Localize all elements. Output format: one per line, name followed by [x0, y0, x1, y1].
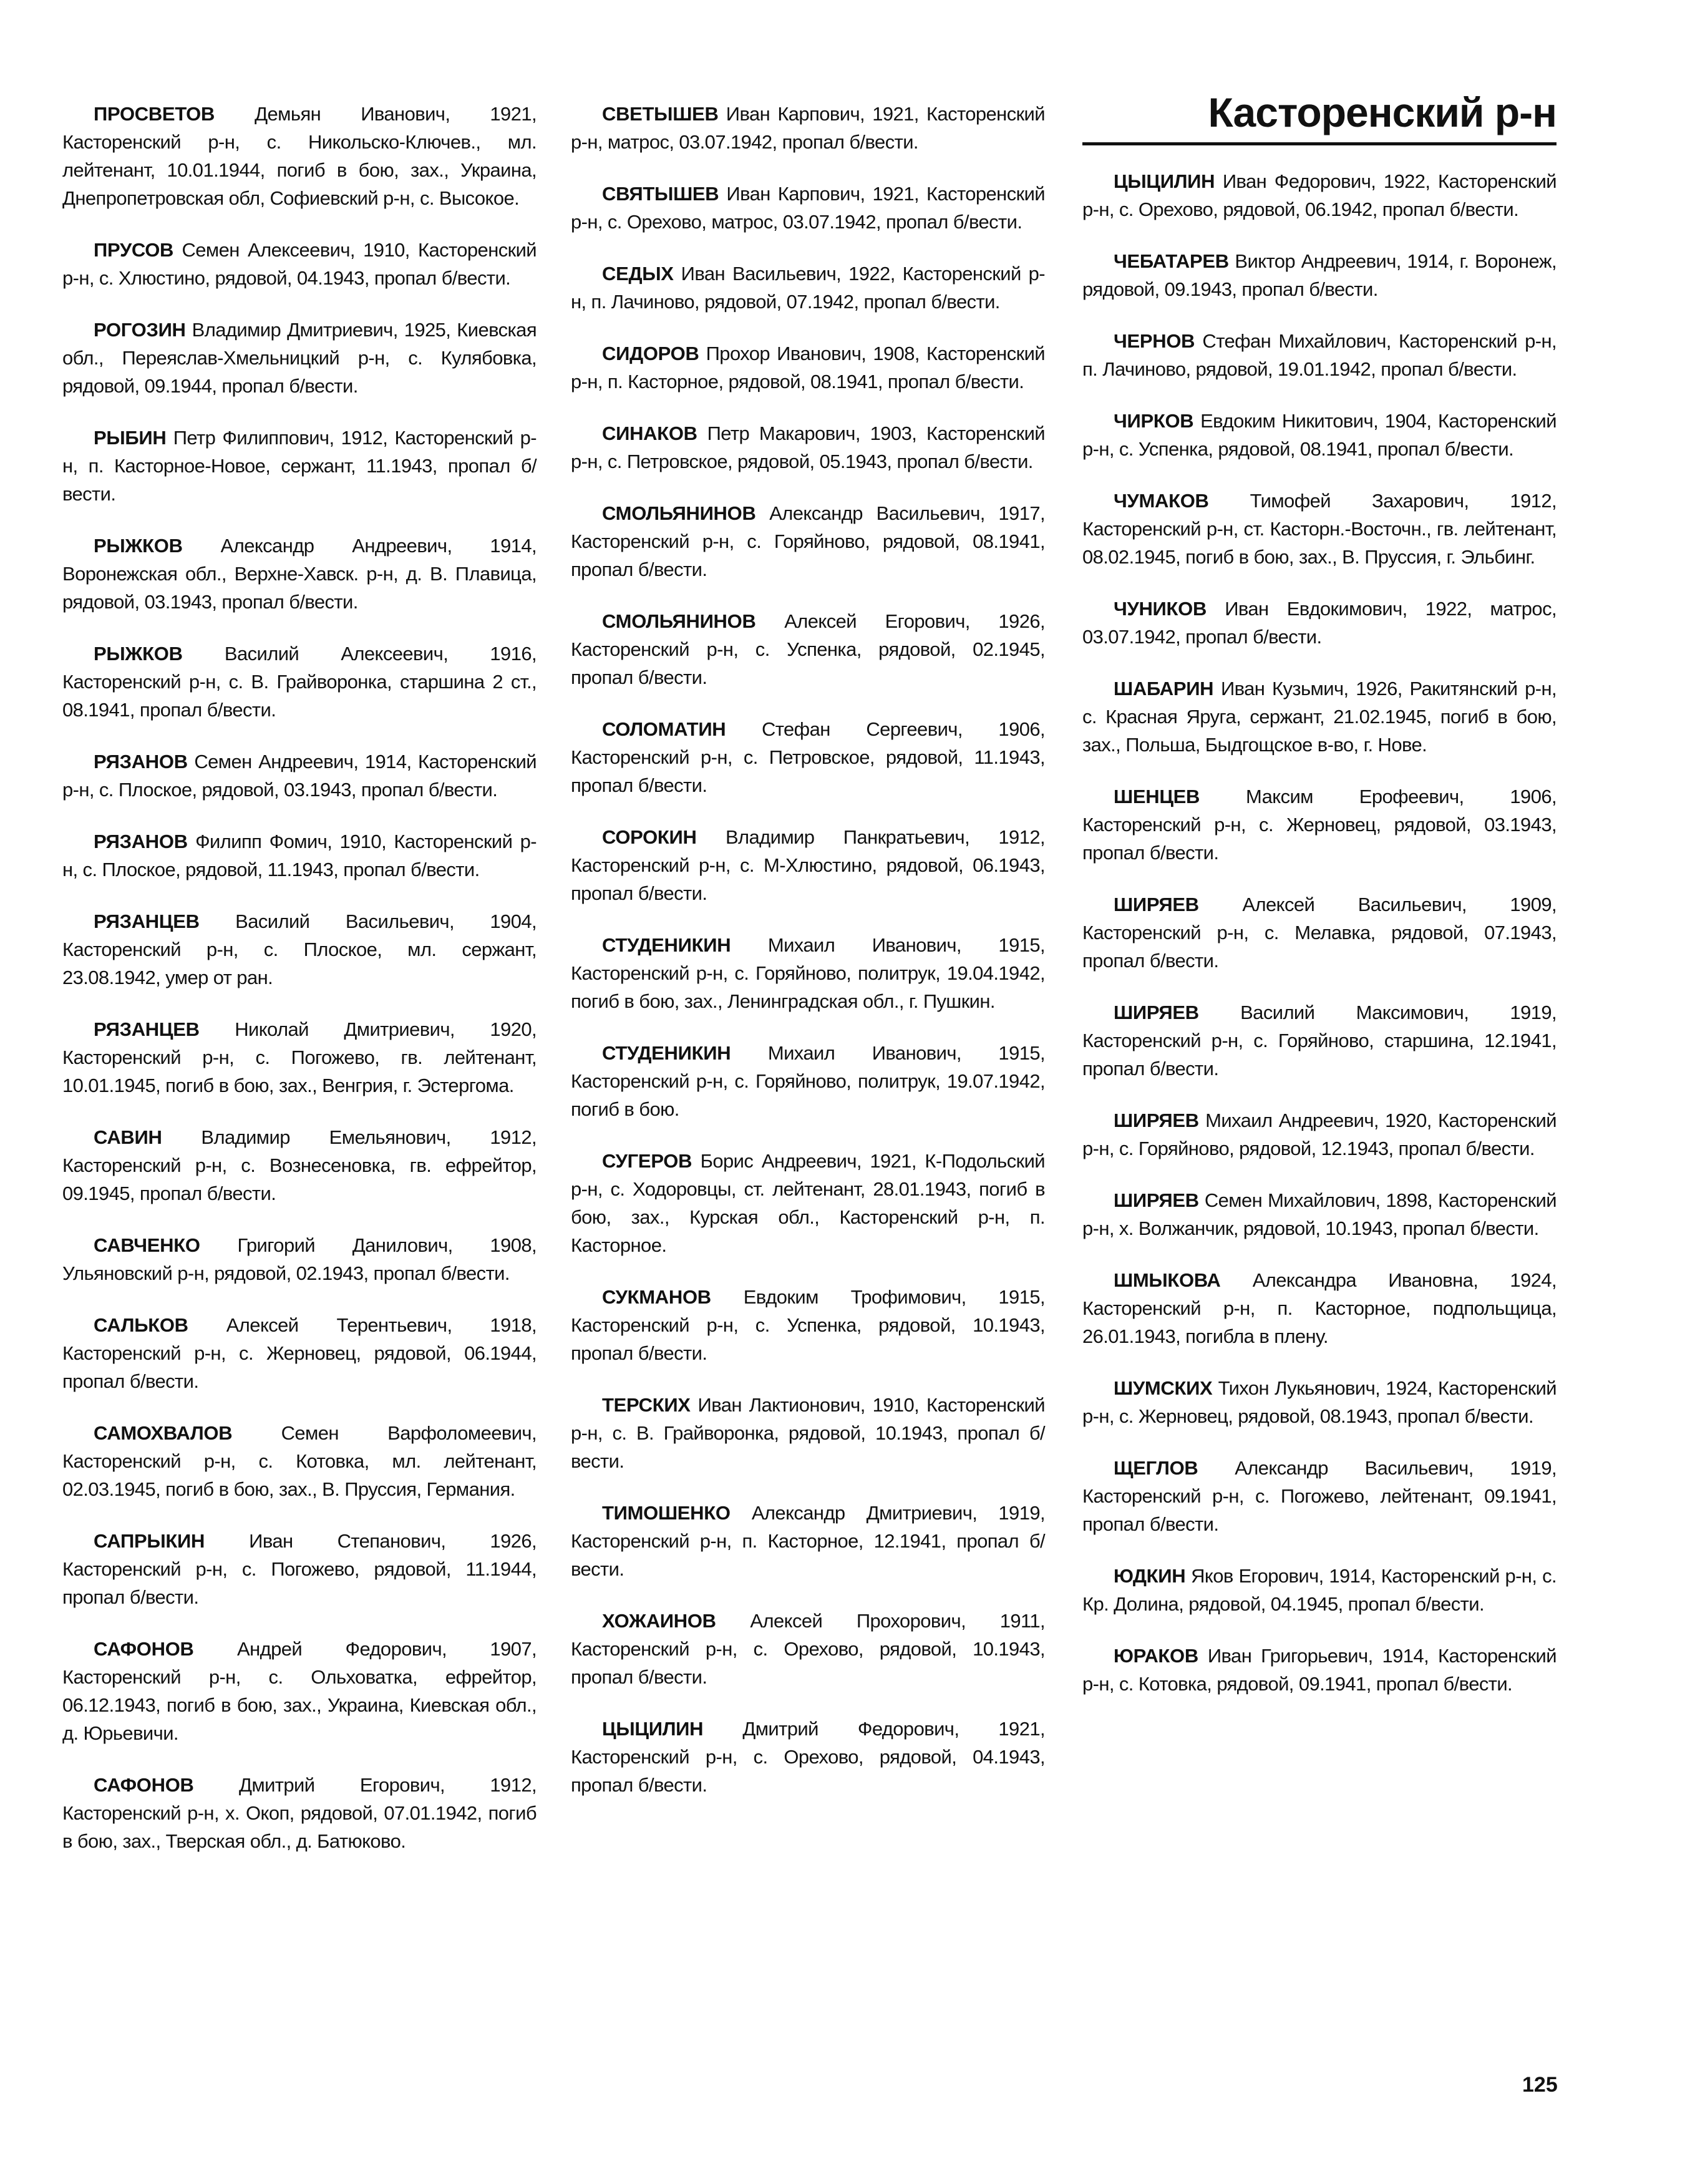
entry-surname: САЛЬКОВ	[94, 1314, 188, 1336]
list-item	[62, 748, 537, 804]
column-3	[1082, 167, 1556, 1722]
entry-details: Александр Андреевич, 1914, Воронежская обл., Верхне-Хавск. р-н, д. В. Плавица, рядовой, 03.1943, пропал б/вести.	[62, 535, 537, 613]
entry-details: Александра Ивановна, 1924, Касторенский р-н, п. Касторное, подпольщица, 26.01.1943, погибла в плену.	[1082, 1269, 1557, 1347]
entry-surname: ШМЫКОВА	[1114, 1269, 1221, 1291]
list-item	[1082, 407, 1556, 463]
list-item	[62, 1231, 537, 1287]
entry-surname: РОГОЗИН	[94, 319, 186, 341]
list-item	[1082, 1266, 1556, 1350]
list-item	[1082, 1186, 1556, 1242]
entry-surname: САПРЫКИН	[94, 1530, 205, 1552]
entry-details: Иван Федорович, 1922, Касторенский р-н, с. Орехово, рядовой, 06.1942, пропал б/вести.	[1082, 170, 1557, 220]
list-item	[571, 715, 1045, 799]
entry-details: Алексей Терентьевич, 1918, Касторенский р-н, с. Жерновец, рядовой, 06.1944, пропал б/вести.	[62, 1314, 537, 1392]
entry-details: Иван Григорьевич, 1914, Касторенский р-н, с. Котовка, рядовой, 09.1941, пропал б/вести.	[1082, 1645, 1556, 1695]
entry-surname: ШАБАРИН	[1114, 678, 1214, 700]
list-item	[62, 1123, 537, 1207]
entry-details: Александр Васильевич, 1919, Касторенский р-н, с. Погожево, лейтенант, 09.1941, пропал б/вести.	[1082, 1457, 1556, 1535]
entry-details: Евдоким Трофимович, 1915, Касторенский р-н, с. Успенка, рядовой, 10.1943, пропал б/вести.	[571, 1286, 1045, 1364]
entry-surname: САВЧЕНКО	[94, 1234, 200, 1256]
entry-details: Петр Филиппович, 1912, Касторенский р-н, п. Касторное-Новое, сержант, 11.1943, пропал б/вести.	[62, 427, 537, 505]
entry-details: Семен Михайлович, 1898, Касторенский р-н, х. Волжанчик, рядовой, 10.1943, пропал б/вести.	[1082, 1189, 1556, 1239]
entry-details: Василий Алексеевич, 1916, Касторенский р-н, с. В. Грайворонка, старшина 2 ст., 08.1941, пропал б/вести.	[62, 643, 537, 721]
list-item	[62, 827, 537, 884]
entry-surname: ШИРЯЕВ	[1114, 1189, 1199, 1211]
entry-details: Михаил Иванович, 1915, Касторенский р-н, с. Горяйново, политрук, 19.04.1942, погиб в бою, зах., Ленинградская обл., г. Пушкин.	[571, 934, 1046, 1012]
entry-surname: СМОЛЬЯНИНОВ	[602, 502, 756, 524]
entry-details: Иван Степанович, 1926, Касторенский р-н, с. Погожево, рядовой, 11.1944, пропал б/вести.	[62, 1530, 537, 1608]
list-item	[1082, 1374, 1556, 1430]
entry-surname: РЯЗАНЦЕВ	[94, 1018, 200, 1040]
list-item	[62, 424, 537, 508]
entry-surname: ШЕНЦЕВ	[1114, 786, 1200, 807]
column-1	[62, 100, 537, 1879]
entry-surname: ХОЖАИНОВ	[602, 1610, 716, 1632]
entry-details: Владимир Панкратьевич, 1912, Касторенский р-н, с. М-Хлюстино, рядовой, 06.1943, пропал б/вести.	[571, 826, 1045, 904]
entry-surname: ШУМСКИХ	[1114, 1377, 1213, 1399]
entry-surname: ТИМОШЕНКО	[602, 1502, 731, 1524]
entry-surname: ШИРЯЕВ	[1114, 1109, 1199, 1131]
list-item	[62, 532, 537, 616]
entry-surname: ЧУМАКОВ	[1114, 490, 1209, 512]
entry-details: Петр Макарович, 1903, Касторенский р-н, с. Петровское, рядовой, 05.1943, пропал б/вести.	[571, 422, 1046, 472]
entry-details: Дмитрий Федорович, 1921, Касторенский р-н, с. Орехово, рядовой, 04.1943, пропал б/вести.	[571, 1718, 1045, 1796]
section-title: Касторенский р-н	[1208, 89, 1556, 135]
list-item	[62, 100, 537, 212]
entry-surname: РЯЗАНОВ	[94, 831, 188, 852]
entry-details: Алексей Прохорович, 1911, Касторенский р-н, с. Орехово, рядовой, 10.1943, пропал б/вести.	[571, 1610, 1046, 1688]
entry-surname: СУКМАНОВ	[602, 1286, 711, 1308]
list-item	[1082, 487, 1556, 571]
list-item	[62, 1419, 537, 1503]
entry-details: Иван Васильевич, 1922, Касторенский р-н, п. Лачиново, рядовой, 07.1942, пропал б/вести.	[571, 263, 1045, 313]
entry-surname: ЩЕГЛОВ	[1114, 1457, 1198, 1479]
entry-surname: РЫБИН	[94, 427, 167, 449]
entry-details: Семен Алексеевич, 1910, Касторенский р-н, с. Хлюстино, рядовой, 04.1943, пропал б/вести.	[62, 239, 537, 289]
entry-surname: РЯЗАНЦЕВ	[94, 910, 200, 932]
entry-surname: РЫЖКОВ	[94, 535, 183, 557]
entry-details: Алексей Егорович, 1926, Касторенский р-н, с. Успенка, рядовой, 02.1945, пропал б/вести.	[571, 610, 1045, 688]
entry-details: Иван Карпович, 1921, Касторенский р-н, матрос, 03.07.1942, пропал б/вести.	[571, 103, 1045, 153]
entry-details: Александр Дмитриевич, 1919, Касторенский р-н, п. Касторное, 12.1941, пропал б/вести.	[571, 1502, 1045, 1580]
entry-details: Демьян Иванович, 1921, Касторенский р-н, с. Никольско-Ключев., мл. лейтенант, 10.01.1944, погиб в бою, зах., Украина, Днепропетровская обл, Софиевский р-н, с. Высокое.	[62, 103, 537, 209]
entry-details: Андрей Федорович, 1907, Касторенский р-н, с. Ольховатка, ефрейтор, 06.12.1943, погиб в бою, зах., Украина, Киевская обл., д. Юрьевичи.	[62, 1638, 537, 1744]
entry-details: Василий Максимович, 1919, Касторенский р-н, с. Горяйново, старшина, 12.1941, пропал б/вести.	[1082, 1002, 1557, 1080]
entry-surname: ШИРЯЕВ	[1114, 894, 1199, 915]
list-item	[62, 907, 537, 992]
entry-surname: ПРУСОВ	[94, 239, 174, 261]
entry-details: Василий Васильевич, 1904, Касторенский р-н, с. Плоское, мл. сержант, 23.08.1942, умер от ран.	[62, 910, 537, 988]
page-number: 125	[1522, 2073, 1558, 2097]
entry-details: Иван Евдокимович, 1922, матрос, 03.07.1942, пропал б/вести.	[1082, 598, 1556, 648]
entry-surname: СТУДЕНИКИН	[602, 934, 731, 956]
list-item	[62, 1635, 537, 1747]
entry-details: Стефан Сергеевич, 1906, Касторенский р-н, с. Петровское, рядовой, 11.1943, пропал б/вести.	[571, 718, 1046, 796]
entry-details: Григорий Данилович, 1908, Ульяновский р-н, рядовой, 02.1943, пропал б/вести.	[62, 1234, 537, 1284]
entry-details: Тихон Лукьянович, 1924, Касторенский р-н, с. Жерновец, рядовой, 08.1943, пропал б/вести.	[1082, 1377, 1556, 1427]
entry-surname: САВИН	[94, 1126, 162, 1148]
entry-surname: СЕДЫХ	[602, 263, 674, 285]
entry-details: Алексей Васильевич, 1909, Касторенский р-н, с. Мелавка, рядовой, 07.1943, пропал б/вести.	[1082, 894, 1556, 972]
entry-details: Иван Кузьмич, 1926, Ракитянский р-н, с. Красная Яруга, сержант, 21.02.1945, погиб в бою, зах., Польша, Быдгощское в-во, г. Нове.	[1082, 678, 1556, 756]
entry-surname: СУГЕРОВ	[602, 1150, 692, 1172]
entry-surname: ЧЕБАТАРЕВ	[1114, 250, 1229, 272]
entry-surname: ТЕРСКИХ	[602, 1394, 691, 1416]
entry-surname: ШИРЯЕВ	[1114, 1002, 1199, 1023]
list-item	[571, 260, 1045, 316]
entry-surname: САМОХВАЛОВ	[94, 1422, 233, 1444]
entry-surname: ЧУНИКОВ	[1114, 598, 1207, 620]
entry-surname: ЮДКИН	[1114, 1565, 1186, 1587]
list-item	[571, 1499, 1045, 1583]
list-item	[571, 1391, 1045, 1475]
list-item	[571, 1607, 1045, 1691]
list-item	[1082, 1106, 1556, 1163]
list-item	[571, 180, 1045, 236]
column-2	[571, 100, 1045, 1823]
list-item	[1082, 675, 1556, 759]
list-item	[1082, 247, 1556, 303]
entry-details: Максим Ерофеевич, 1906, Касторенский р-н, с. Жерновец, рядовой, 03.1943, пропал б/вести.	[1082, 786, 1556, 864]
entry-surname: САФОНОВ	[94, 1638, 194, 1660]
entry-details: Михаил Иванович, 1915, Касторенский р-н, с. Горяйново, политрук, 19.07.1942, погиб в бою.	[571, 1042, 1046, 1120]
entry-details: Евдоким Никитович, 1904, Касторенский р-н, с. Успенка, рядовой, 08.1941, пропал б/вести.	[1082, 410, 1556, 460]
entry-details: Иван Лактионович, 1910, Касторенский р-н, с. В. Грайворонка, рядовой, 10.1943, пропал б/вести.	[571, 1394, 1045, 1472]
entry-surname: СИДОРОВ	[602, 343, 699, 364]
list-item	[62, 1015, 537, 1099]
entry-details: Дмитрий Егорович, 1912, Касторенский р-н, х. Окоп, рядовой, 07.01.1942, погиб в бою, зах., Тверская обл., д. Батюково.	[62, 1774, 537, 1852]
list-item	[1082, 1642, 1556, 1698]
list-item	[1082, 1454, 1556, 1538]
list-item	[62, 316, 537, 400]
entry-surname: СОЛОМАТИН	[602, 718, 726, 740]
list-item	[571, 607, 1045, 691]
list-item	[1082, 782, 1556, 867]
list-item	[1082, 890, 1556, 975]
list-item	[571, 823, 1045, 907]
entry-surname: ЦЫЦИЛИН	[1114, 170, 1215, 192]
list-item	[571, 931, 1045, 1015]
entry-details: Тимофей Захарович, 1912, Касторенский р-н, ст. Касторн.-Восточн., гв. лейтенант, 08.02.1945, погиб в бою, зах., В. Пруссия, г. Эльбинг.	[1082, 490, 1557, 568]
list-item	[571, 419, 1045, 475]
list-item	[62, 236, 537, 292]
entry-surname: СИНАКОВ	[602, 422, 697, 444]
list-item	[62, 1311, 537, 1395]
list-item	[1082, 1562, 1556, 1618]
list-item	[571, 499, 1045, 583]
list-item	[571, 1147, 1045, 1259]
list-item	[571, 1283, 1045, 1367]
entry-surname: СМОЛЬЯНИНОВ	[602, 610, 756, 632]
entry-details: Семен Андреевич, 1914, Касторенский р-н, с. Плоское, рядовой, 03.1943, пропал б/вести.	[62, 751, 537, 801]
list-item	[1082, 998, 1556, 1083]
list-item	[571, 1715, 1045, 1799]
list-item	[571, 1039, 1045, 1123]
entry-surname: ПРОСВЕТОВ	[94, 103, 215, 125]
list-item	[1082, 595, 1556, 651]
title-divider	[1082, 142, 1556, 145]
entry-details: Семен Варфоломеевич, Касторенский р-н, с. Котовка, мл. лейтенант, 02.03.1945, погиб в бою, зах., В. Пруссия, Германия.	[62, 1422, 537, 1500]
entry-surname: САФОНОВ	[94, 1774, 194, 1796]
list-item	[62, 640, 537, 724]
list-item	[1082, 327, 1556, 383]
list-item	[62, 1527, 537, 1611]
entry-surname: ЧИРКОВ	[1114, 410, 1194, 432]
entry-surname: ЮРАКОВ	[1114, 1645, 1198, 1667]
entry-details: Яков Егорович, 1914, Касторенский р-н, с. Кр. Долина, рядовой, 04.1945, пропал б/вести.	[1082, 1565, 1557, 1615]
entry-details: Борис Андреевич, 1921, К-Подольский р-н, с. Ходоровцы, ст. лейтенант, 28.01.1943, погиб в бою, зах., Курская обл., Касторенский р-н, п. Касторное.	[571, 1150, 1045, 1256]
entry-surname: РЯЗАНОВ	[94, 751, 188, 773]
entry-details: Иван Карпович, 1921, Касторенский р-н, с. Орехово, матрос, 03.07.1942, пропал б/вести.	[571, 183, 1045, 233]
entry-details: Филипп Фомич, 1910, Касторенский р-н, с. Плоское, рядовой, 11.1943, пропал б/вести.	[62, 831, 537, 880]
entry-details: Виктор Андреевич, 1914, г. Воронеж, рядовой, 09.1943, пропал б/вести.	[1082, 250, 1556, 300]
entry-details: Стефан Михайлович, Касторенский р-н, п. Лачиново, рядовой, 19.01.1942, пропал б/вести.	[1082, 330, 1557, 380]
entry-surname: ЧЕРНОВ	[1114, 330, 1195, 352]
list-item	[1082, 167, 1556, 223]
list-item	[62, 1771, 537, 1855]
entry-details: Владимир Дмитриевич, 1925, Киевская обл., Переяслав-Хмельницкий р-н, с. Кулябовка, рядовой, 09.1944, пропал б/вести.	[62, 319, 537, 397]
entry-details: Владимир Емельянович, 1912, Касторенский р-н, с. Вознесеновка, гв. ефрейтор, 09.1945, пропал б/вести.	[62, 1126, 537, 1204]
entry-details: Михаил Андреевич, 1920, Касторенский р-н, с. Горяйново, рядовой, 12.1943, пропал б/вести.	[1082, 1109, 1556, 1159]
entry-surname: СТУДЕНИКИН	[602, 1042, 731, 1064]
entry-surname: СВЕТЫШЕВ	[602, 103, 719, 125]
list-item	[571, 100, 1045, 156]
entry-surname: РЫЖКОВ	[94, 643, 183, 665]
entry-surname: ЦЫЦИЛИН	[602, 1718, 704, 1740]
entry-details: Прохор Иванович, 1908, Касторенский р-н, п. Касторное, рядовой, 08.1941, пропал б/вести.	[571, 343, 1046, 392]
entry-details: Александр Васильевич, 1917, Касторенский р-н, с. Горяйново, рядовой, 08.1941, пропал б/вести.	[571, 502, 1045, 580]
entry-surname: СВЯТЫШЕВ	[602, 183, 719, 205]
entry-surname: СОРОКИН	[602, 826, 697, 848]
entry-details: Николай Дмитриевич, 1920, Касторенский р-н, с. Погожево, гв. лейтенант, 10.01.1945, погиб в бою, зах., Венгрия, г. Эстергома.	[62, 1018, 537, 1096]
list-item	[571, 339, 1045, 396]
